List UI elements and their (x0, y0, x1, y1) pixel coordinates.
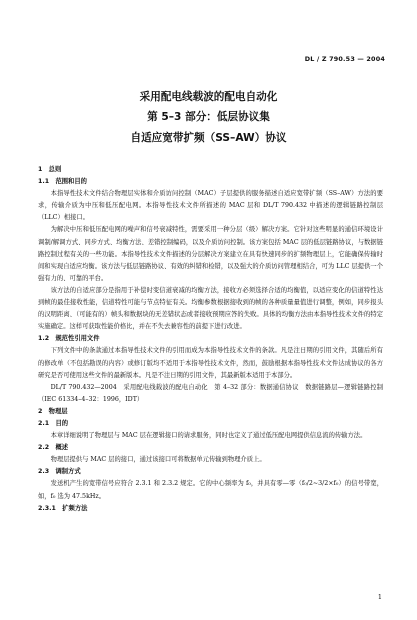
title-line-1: 采用配电线载波的配电自动化 (139, 91, 278, 103)
section-heading-1-1: 1.1 范围和目的 (38, 178, 87, 186)
section-heading-2-3-1: 2.3.1 扩频方法 (38, 504, 88, 512)
paragraph-3: 该方法的自适应部分是指用于补偿时变信道衰减的均衡方法，接收方必须选择合适的均衡值，以适应变化的信道特性达到帧的最佳接收性能，信道特性可能与节点特征有关。均衡参数根据接收到的帧的各种质量量值进行调整，例如，同步报头的汉明距离、（可能有的）帧头和数据块的无差错状态或者接收预期应答的失败。具体的均衡方法由本指导性技术文件的特定实施确定。这样可获取性能价格比，并在不失去兼容性的前提下进行改进。 (38, 286, 383, 331)
paragraph-2: 为解决中压和低压配电网的噪声和信号衰减特性，需要采用一种分层（级）解决方案。它针对这些明显的通信环境设计调制/解调方式、同步方式、均衡方法、差错控制编码，以及介质访问控制。该方案包括 MAC 层的低层链路协议，与数据链路控制过程有关的一些功能。本指导性技术文件描述的分层解决方案建立在具有快速同步的扩频物理层上，它能确保传输时间和实现自适应均衡。该方法与低层链路协议、有效的纠错和检错，以及强大的介质访问管理相结合，可为 LLC 层提供一个强有力的、可靠的平台。 (38, 226, 383, 282)
section-heading-2-2: 2.2 概述 (38, 444, 69, 452)
standard-number: DL / Z 790.53 — 2004 (304, 55, 385, 63)
section-heading-2-1: 2.1 目的 (38, 419, 69, 427)
section-heading-1: 1 总则 (38, 166, 62, 173)
title-line-2: 第 5–3 部分：低层协议集 (147, 111, 270, 123)
paragraph-1: 本指导性技术文件结合物理层实体和介质访问控制（MAC）子层提供的服务描述自适应宽带扩频（SS–AW）方法的要求，传输介质为中压和低压配电网。本指导性技术文件所描述的 MAC 层和 DL/T 790.432 中描述的逻辑链路控制层（LLC）相接口。 (38, 190, 383, 222)
paragraph-5: DL/T 790.432—2004 采用配电线载波的配电自动化 第 4–32 部分：数据通信协议 数据链路层—逻辑链路控制（IEC 61334–4–32：1996，IDT） (38, 383, 383, 403)
document-body (38, 164, 383, 515)
paragraph-6: 本章详细说明了物理层与 MAC 层在逻辑接口的请求服务，同时也定义了通过低压配电网提供信息流的传输方法。 (50, 432, 367, 440)
section-heading-1-2: 1.2 规范性引用文件 (38, 335, 100, 343)
section-heading-2-3: 2.3 调制方式 (38, 468, 81, 476)
paragraph-7: 物理层提供与 MAC 层的接口，通过该接口可将数据单元传输到物理介质上。 (50, 456, 266, 464)
section-heading-2: 2 物理层 (38, 407, 68, 415)
page-number: 1 (377, 593, 382, 601)
title-line-3: 自适应宽带扩频（SS–AW）协议 (130, 132, 287, 144)
paragraph-4: 下列文件中的条款通过本指导性技术文件的引用而成为本指导性技术文件的条款。凡是注日期的引用文件，其随后所有的修改单（不包括勘误的内容）或修订版均不适用于本指导性技术文件，然而，鼓励根据本指导性技术文件达成协议的各方研究是否可使用这些文件的最新版本。凡是不注日期的引用文件，其最新版本适用于本部分。 (38, 347, 383, 379)
paragraph-8: 发送机产生的宽带信号应符合 2.3.1 和 2.3.2 规定。它的中心频率为 f₀，并具有零—零（f₀/2~3/2×f₀）的信号带宽，如，f₀ 选为 47.5kHz。 (38, 480, 383, 500)
